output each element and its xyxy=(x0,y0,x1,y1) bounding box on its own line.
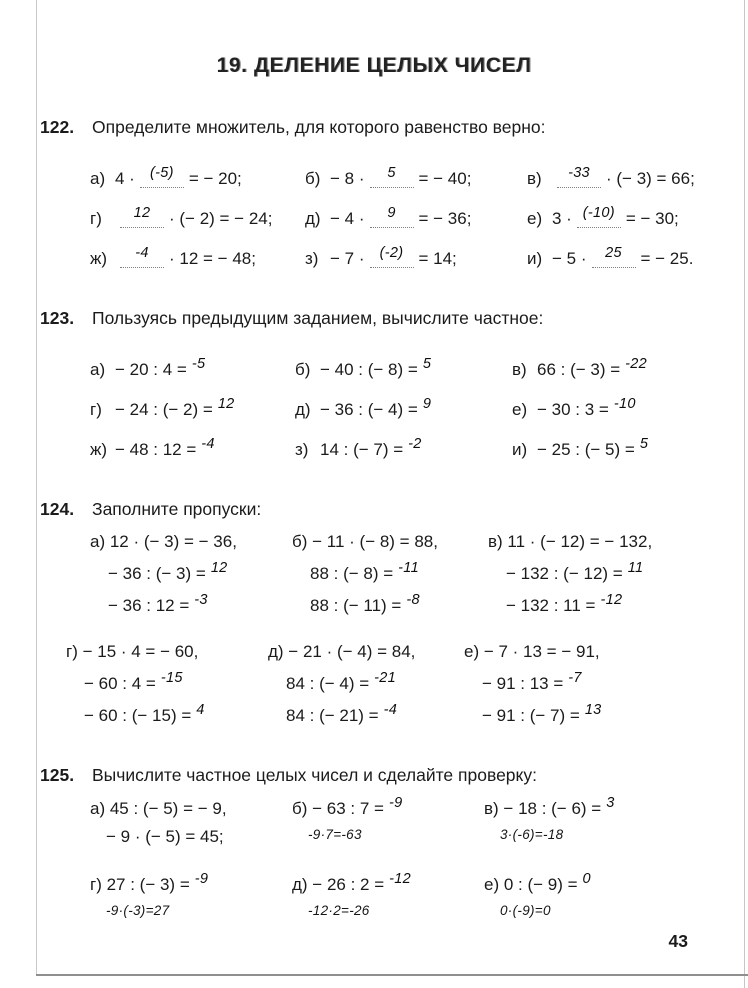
answer-blank xyxy=(557,164,601,189)
equation-right: = 14; xyxy=(418,248,457,268)
item-label: з) xyxy=(305,248,319,268)
item-label: ж) xyxy=(90,439,108,459)
item-label: д) xyxy=(295,399,311,419)
section-title: 19. ДЕЛЕНИЕ ЦЕЛЫХ ЧИСЕЛ xyxy=(216,54,532,77)
item-label: г) xyxy=(90,208,102,228)
equation-item xyxy=(90,380,295,420)
equation-text: − 36 : 12 = xyxy=(108,596,190,616)
equation-item xyxy=(512,380,712,420)
handwritten-answer: -4 xyxy=(383,702,398,719)
exercise-124 xyxy=(40,498,712,727)
equation-text: − 20 : 4 = xyxy=(115,359,187,379)
equation-text: е) 0 : (− 9) = xyxy=(484,875,578,894)
division-block xyxy=(484,873,712,918)
answer-blank xyxy=(370,204,414,229)
handwritten-answer: -10 xyxy=(613,395,636,412)
equation-text: − 25 : (− 5) = xyxy=(537,439,635,459)
equation-text: 84 : (− 4) = xyxy=(286,674,370,694)
handwritten-answer: -33 xyxy=(568,164,590,181)
equation-item xyxy=(295,380,512,420)
equation-left: − 5 · xyxy=(552,248,587,268)
block-head: г) − 15 · 4 = − 60, xyxy=(66,642,199,662)
handwritten-answer: 13 xyxy=(584,702,602,719)
fill-block xyxy=(464,640,712,726)
item-label: а) xyxy=(90,359,106,379)
equation-right: = − 25. xyxy=(640,248,694,268)
handwritten-check: -9·7=-63 xyxy=(308,827,362,842)
handwritten-answer: -9 xyxy=(388,795,403,811)
equation-text: а) 45 : (− 5) = − 9, xyxy=(90,799,227,818)
item-label: а) xyxy=(90,168,106,188)
handwritten-check: -9·(-3)=27 xyxy=(106,903,170,918)
equation-text: − 60 : (− 15) = xyxy=(84,706,192,726)
block-head xyxy=(292,873,484,895)
block-line xyxy=(310,560,488,584)
equation-grid xyxy=(90,149,712,269)
equation-left: − 8 · xyxy=(330,168,365,188)
scan-edge-bottom xyxy=(36,974,748,976)
handwritten-answer: 12 xyxy=(133,204,151,221)
handwritten-answer: -12 xyxy=(389,871,411,887)
equation-right: · 12 = − 48; xyxy=(169,248,256,268)
handwritten-answer: -4 xyxy=(135,244,149,261)
check-grid-row-1 xyxy=(90,797,712,847)
handwritten-answer: -11 xyxy=(398,560,419,577)
equation-text: в) − 18 : (− 6) = xyxy=(484,799,602,818)
exercise-prompt: Заполните пропуски: xyxy=(92,498,262,519)
equation-left: − 7 · xyxy=(330,248,365,268)
page-number: 43 xyxy=(668,931,688,951)
exercise-head xyxy=(40,307,712,330)
item-label: в) xyxy=(527,168,542,188)
block-line xyxy=(108,592,292,616)
equation-left: − 4 · xyxy=(330,208,365,228)
equation-item xyxy=(295,420,512,460)
handwritten-answer: 4 xyxy=(196,702,205,719)
block-head: д) − 21 · (− 4) = 84, xyxy=(268,642,416,662)
fill-block xyxy=(66,640,268,726)
answer-blank xyxy=(370,244,414,269)
handwritten-answer: 12 xyxy=(217,395,235,412)
equation-text: − 91 : (− 7) = xyxy=(482,706,580,726)
handwritten-answer: 9 xyxy=(422,395,432,412)
equation-item xyxy=(90,340,295,380)
handwritten-answer: 5 xyxy=(639,435,649,452)
item-label: в) xyxy=(512,359,527,379)
handwritten-answer: (-10) xyxy=(582,204,615,221)
handwritten-answer: 9 xyxy=(387,204,396,221)
equation-item xyxy=(90,189,305,229)
equation-item xyxy=(305,149,527,189)
equation-grid xyxy=(90,340,712,460)
equation-text: − 30 : 3 = xyxy=(537,399,609,419)
item-label: з) xyxy=(295,439,309,459)
answer-blank xyxy=(370,164,414,189)
exercise-number: 124. xyxy=(40,498,75,519)
equation-text: − 48 : 12 = xyxy=(115,439,197,459)
handwritten-check: -12·2=-26 xyxy=(308,903,370,918)
item-label: е) xyxy=(527,208,543,228)
equation-text: 14 : (− 7) = xyxy=(320,439,404,459)
handwritten-check: 0·(-9)=0 xyxy=(500,903,551,918)
exercise-125 xyxy=(40,764,712,918)
block-line xyxy=(84,702,268,726)
equation-left: 3 · xyxy=(552,208,572,228)
equation-right: = − 36; xyxy=(418,208,472,228)
item-label: и) xyxy=(527,248,543,268)
answer-blank xyxy=(577,204,621,229)
handwritten-answer: (-5) xyxy=(149,164,174,181)
item-label: ж) xyxy=(90,248,108,268)
handwritten-answer: -15 xyxy=(160,670,183,687)
block-head: е) − 7 · 13 = − 91, xyxy=(464,642,600,662)
handwritten-answer: -8 xyxy=(406,592,420,609)
handwritten-answer: -3 xyxy=(194,592,208,609)
handwritten-answer: 12 xyxy=(210,560,228,577)
check-grid-row-2 xyxy=(90,873,712,918)
handwritten-answer: 5 xyxy=(422,355,432,372)
equation-item xyxy=(512,340,712,380)
handwritten-answer: 25 xyxy=(605,244,622,261)
exercise-123 xyxy=(40,307,712,460)
equation-text: 66 : (− 3) = xyxy=(537,359,621,379)
block-head xyxy=(90,797,292,819)
item-label: д) xyxy=(305,208,321,228)
handwritten-answer: -9 xyxy=(194,871,209,887)
block-line xyxy=(506,560,712,584)
exercise-number: 122. xyxy=(40,117,75,137)
equation-text: 84 : (− 21) = xyxy=(286,706,379,726)
block-line xyxy=(506,592,712,616)
printed-check-line: − 9 · (− 5) = 45; xyxy=(106,827,224,846)
handwritten-answer: 5 xyxy=(387,164,396,181)
equation-text: г) 27 : (− 3) = xyxy=(90,875,190,894)
block-head xyxy=(90,873,292,895)
equation-item xyxy=(295,340,512,380)
handwritten-answer: 0 xyxy=(582,871,591,887)
equation-left: 4 · xyxy=(115,168,135,188)
handwritten-check: 3·(-6)=-18 xyxy=(500,827,564,842)
block-head xyxy=(292,797,484,819)
handwritten-answer: -7 xyxy=(568,670,582,687)
equation-item xyxy=(512,420,712,460)
equation-text: − 36 : (− 3) = xyxy=(108,564,206,584)
equation-text: д) − 26 : 2 = xyxy=(292,875,385,894)
equation-item xyxy=(527,149,712,189)
block-line xyxy=(482,702,712,726)
equation-item xyxy=(305,189,527,229)
handwritten-answer: 11 xyxy=(627,560,644,577)
fill-block xyxy=(292,530,488,616)
equation-right: = − 30; xyxy=(625,208,679,228)
block-line xyxy=(84,670,268,694)
exercise-number: 123. xyxy=(40,307,75,328)
handwritten-answer: -21 xyxy=(374,670,397,687)
equation-right: · (− 3) = 66; xyxy=(606,168,695,188)
equation-text: б) − 63 : 7 = xyxy=(292,799,384,818)
equation-text: − 24 : (− 2) = xyxy=(115,399,213,419)
equation-right: = − 20; xyxy=(188,168,242,188)
scan-edge-left xyxy=(36,0,37,975)
equation-text: 88 : (− 8) = xyxy=(310,564,394,584)
block-line xyxy=(286,702,464,726)
handwritten-answer: -12 xyxy=(600,592,623,609)
equation-item xyxy=(90,229,305,269)
handwritten-answer: -5 xyxy=(191,355,206,372)
exercise-number: 125. xyxy=(40,765,75,786)
fill-block xyxy=(90,530,292,616)
exercise-prompt: Определите множитель, для которого равенство верно: xyxy=(92,117,546,137)
equation-item xyxy=(527,189,712,229)
equation-text: − 132 : (− 12) = xyxy=(506,564,623,584)
block-line xyxy=(482,670,712,694)
equation-item xyxy=(305,229,527,269)
handwritten-answer: -2 xyxy=(408,435,422,452)
handwritten-answer: -4 xyxy=(201,435,215,452)
scan-edge-right xyxy=(744,0,745,988)
block-head: в) 11 · (− 12) = − 132, xyxy=(488,532,653,552)
block-line xyxy=(310,592,488,616)
block-line xyxy=(108,560,292,584)
division-block xyxy=(292,873,484,918)
fill-grid-row-2 xyxy=(66,640,712,726)
handwritten-answer: 3 xyxy=(606,795,615,811)
exercise-head xyxy=(40,116,712,139)
item-label: б) xyxy=(305,168,321,188)
exercise-head xyxy=(40,498,712,521)
equation-text: − 91 : 13 = xyxy=(482,674,564,694)
equation-right: = − 40; xyxy=(418,168,472,188)
equation-text: − 36 : (− 4) = xyxy=(320,399,418,419)
equation-right: · (− 2) = − 24; xyxy=(169,208,273,228)
answer-blank xyxy=(592,244,636,269)
answer-blank xyxy=(140,164,184,189)
fill-block xyxy=(268,640,464,726)
item-label: б) xyxy=(295,359,311,379)
exercise-prompt: Пользуясь предыдущим заданием, вычислите частное: xyxy=(92,307,544,328)
handwritten-answer: (-2) xyxy=(379,244,404,261)
equation-text: − 40 : (− 8) = xyxy=(320,359,418,379)
exercise-prompt: Вычислите частное целых чисел и сделайте проверку: xyxy=(92,765,538,786)
equation-text: 88 : (− 11) = xyxy=(310,596,402,616)
block-head: а) 12 · (− 3) = − 36, xyxy=(90,532,237,552)
answer-blank xyxy=(120,204,164,229)
division-block xyxy=(90,873,292,918)
equation-text: − 132 : 11 = xyxy=(506,596,596,616)
exercise-head xyxy=(40,764,712,787)
item-label: и) xyxy=(512,439,528,459)
division-block xyxy=(292,797,484,847)
answer-blank xyxy=(120,244,164,269)
division-block xyxy=(484,797,712,847)
division-block xyxy=(90,797,292,847)
equation-text: − 60 : 4 = xyxy=(84,674,156,694)
block-head: б) − 11 · (− 8) = 88, xyxy=(292,532,438,552)
block-line xyxy=(286,670,464,694)
block-head xyxy=(484,797,712,819)
block-head xyxy=(484,873,712,895)
handwritten-answer: -22 xyxy=(625,355,648,372)
exercise-122 xyxy=(40,116,712,269)
equation-item xyxy=(90,149,305,189)
item-label: г) xyxy=(90,399,102,419)
fill-grid-row-1 xyxy=(90,530,712,616)
equation-item xyxy=(527,229,712,269)
fill-block xyxy=(488,530,712,616)
item-label: е) xyxy=(512,399,528,419)
equation-item xyxy=(90,420,295,460)
